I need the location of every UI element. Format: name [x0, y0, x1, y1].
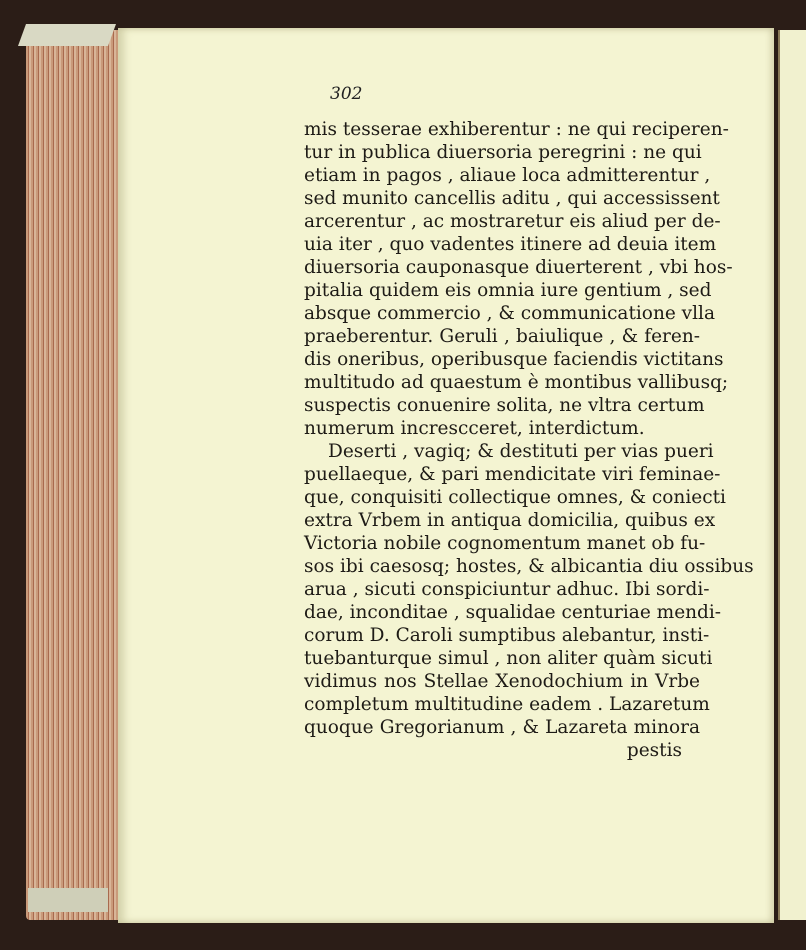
text-line: extra Vrbem in antiqua domicilia, quibus ex — [304, 510, 716, 531]
catchword: pestis — [626, 740, 682, 761]
text-line: corum D. Caroli sumptibus alebantur, insti- — [304, 625, 710, 646]
text-line: numerum increscceret, interdictum. — [304, 418, 645, 439]
text-line: dis oneribus, operibusque faciendis victitans — [304, 349, 724, 370]
paragraph-2 — [304, 440, 754, 739]
text-line: puellaeque, & pari mendicitate viri feminae- — [304, 464, 721, 485]
book-cover-corner-bottom — [28, 888, 108, 912]
text-line: vidimus nos Stellae Xenodochium in Vrbe — [304, 671, 700, 692]
book-cover-corner — [18, 24, 116, 46]
text-line: Deserti , vagiq; & destituti per vias pueri — [328, 441, 714, 462]
text-line: diuersoria cauponasque diuerterent , vbi hos- — [304, 257, 733, 278]
page-body-text — [304, 118, 754, 762]
text-line: suspectis conuenire solita, ne vltra certum — [304, 395, 705, 416]
text-line: tuebanturque simul , non aliter quàm sicuti — [304, 648, 713, 669]
page-number: 302 — [330, 84, 363, 104]
text-line: que, conquisiti collectique omnes, & coniecti — [304, 487, 726, 508]
text-line: sed munito cancellis aditu , qui accessissent — [304, 188, 720, 209]
text-line: completum multitudine eadem . Lazaretum — [304, 694, 710, 715]
text-line: multitudo ad quaestum è montibus vallibusq; — [304, 372, 729, 393]
paragraph-1 — [304, 118, 733, 440]
text-line: dae, inconditae , squalidae centuriae mendi- — [304, 602, 722, 623]
book-page — [118, 28, 774, 923]
text-line: arcerentur , ac mostraretur eis aliud per de- — [304, 211, 721, 232]
text-line: pitalia quidem eis omnia iure gentium , sed — [304, 280, 712, 301]
facing-page-edge — [778, 30, 806, 920]
text-line: arua , sicuti conspiciuntur adhuc. Ibi sordi- — [304, 579, 710, 600]
text-line: Victoria nobile cognomentum manet ob fu- — [304, 533, 706, 554]
text-line: absque commercio , & communicatione vlla — [304, 303, 716, 324]
text-line: praeberentur. Geruli , baiulique , & feren- — [304, 326, 700, 347]
text-line: quoque Gregorianum , & Lazareta minora — [304, 717, 700, 738]
book-page-edges — [26, 30, 122, 920]
text-line: mis tesserae exhiberentur : ne qui reciperen- — [304, 119, 729, 140]
text-line: etiam in pagos , aliaue loca admitterentur , — [304, 165, 711, 186]
text-line: sos ibi caesosq; hostes, & albicantia diu ossibus — [304, 556, 754, 577]
text-line: uia iter , quo vadentes itinere ad deuia item — [304, 234, 717, 255]
text-line: tur in publica diuersoria peregrini : ne qui — [304, 142, 702, 163]
